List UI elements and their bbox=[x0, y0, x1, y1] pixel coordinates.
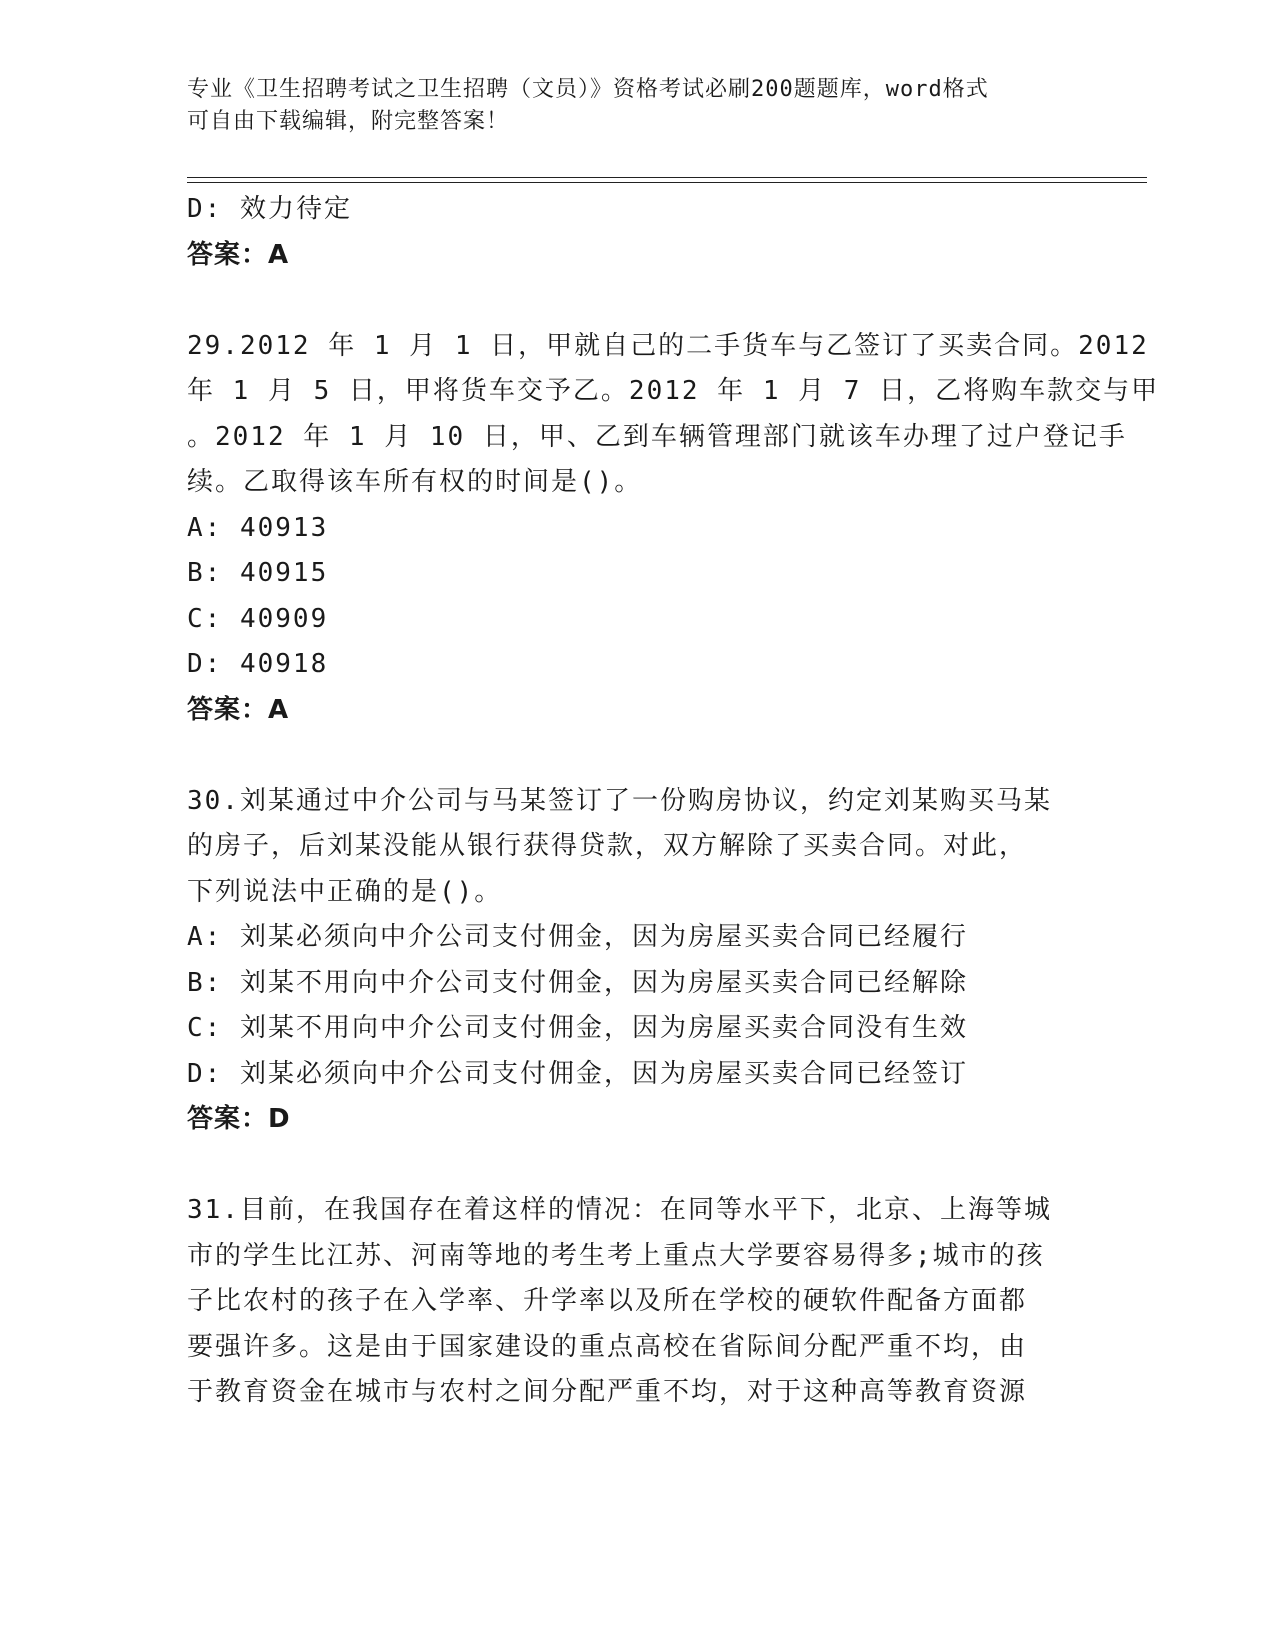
question-31-line: 市的学生比江苏、河南等地的考生考上重点大学要容易得多;城市的孩 bbox=[187, 1240, 1045, 1271]
question-29-line: 。2012 年 1 月 10 日，甲、乙到车辆管理部门就该车办理了过户登记手 bbox=[187, 421, 1127, 452]
question-31-line: 31.目前，在我国存在着这样的情况：在同等水平下，北京、上海等城 bbox=[187, 1195, 1052, 1225]
document-header bbox=[187, 74, 1087, 138]
spacer bbox=[187, 1143, 1087, 1189]
question-30-line: 下列说法中正确的是()。 bbox=[187, 876, 503, 907]
question-29-line: 年 1 月 5 日，甲将货车交予乙。2012 年 1 月 7 日，乙将购车款交与甲 bbox=[187, 376, 1160, 406]
question-29 bbox=[187, 324, 1160, 734]
question-29-line: 29.2012 年 1 月 1 日，甲就自己的二手货车与乙签订了买卖合同。2012 bbox=[187, 330, 1149, 361]
prev-answer: 答案：A bbox=[187, 239, 290, 270]
question-31 bbox=[187, 1188, 1087, 1416]
header-line-2: 可自由下载编辑，附完整答案！ bbox=[187, 109, 510, 134]
question-29-answer: 答案：A bbox=[187, 694, 290, 725]
question-29-option-b: B: 40915 bbox=[187, 558, 329, 588]
spacer bbox=[187, 733, 1087, 779]
question-29-line: 续。乙取得该车所有权的时间是()。 bbox=[187, 467, 643, 497]
prev-option-d: D: 效力待定 bbox=[187, 194, 352, 224]
question-31-line: 于教育资金在城市与农村之间分配严重不均，对于这种高等教育资源 bbox=[187, 1377, 1028, 1407]
question-31-line: 子比农村的孩子在入学率、升学率以及所在学校的硬软件配备方面都 bbox=[187, 1286, 1028, 1316]
question-30-option-c: C: 刘某不用向中介公司支付佣金，因为房屋买卖合同没有生效 bbox=[187, 1013, 968, 1043]
question-30-option-d: D: 刘某必须向中介公司支付佣金，因为房屋买卖合同已经签订 bbox=[187, 1058, 968, 1089]
question-29-option-a: A: 40913 bbox=[187, 512, 329, 543]
question-31-line: 要强许多。这是由于国家建设的重点高校在省际间分配严重不均，由 bbox=[187, 1331, 1028, 1362]
question-30-answer: 答案：D bbox=[187, 1104, 291, 1134]
question-30 bbox=[187, 779, 1087, 1143]
question-29-option-c: C: 40909 bbox=[187, 603, 329, 634]
question-content bbox=[187, 187, 1160, 1416]
question-30-option-a: A: 刘某必须向中介公司支付佣金，因为房屋买卖合同已经履行 bbox=[187, 922, 968, 952]
header-double-rule bbox=[187, 177, 1147, 183]
question-30-option-b: B: 刘某不用向中介公司支付佣金，因为房屋买卖合同已经解除 bbox=[187, 967, 968, 998]
header-line-1: 专业《卫生招聘考试之卫生招聘（文员）》资格考试必刷200题题库，word格式 bbox=[187, 77, 989, 102]
spacer bbox=[187, 278, 1087, 324]
question-30-line: 的房子，后刘某没能从银行获得贷款，双方解除了买卖合同。对此， bbox=[187, 831, 1028, 861]
question-30-line: 30.刘某通过中介公司与马某签订了一份购房协议，约定刘某购买马某 bbox=[187, 785, 1052, 816]
question-29-option-d: D: 40918 bbox=[187, 649, 329, 679]
